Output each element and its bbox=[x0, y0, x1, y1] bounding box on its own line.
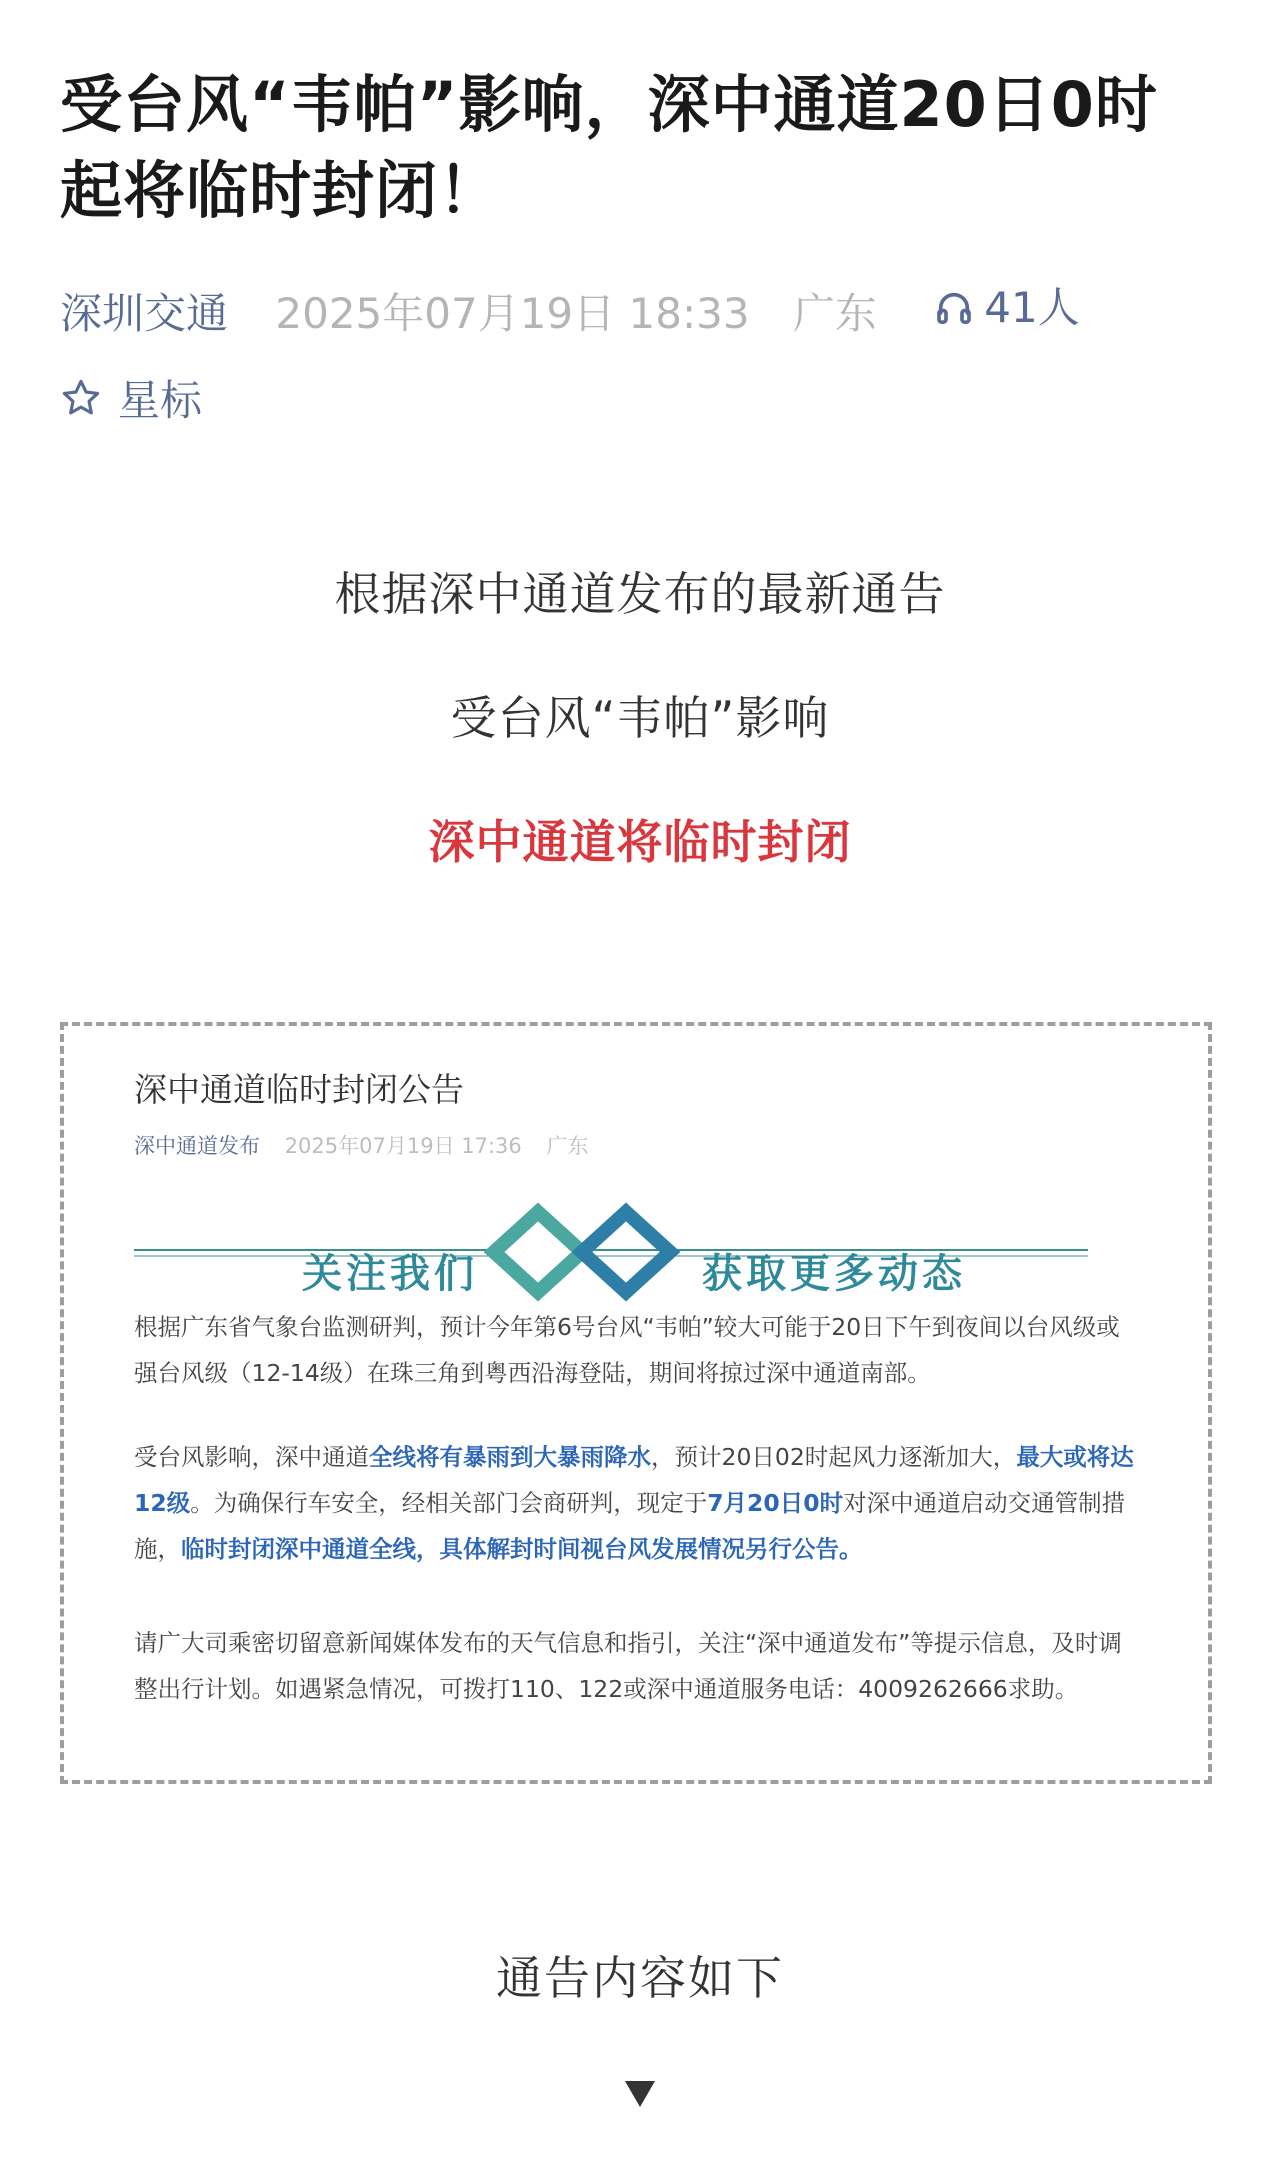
down-arrow-icon bbox=[622, 2075, 658, 2111]
p2-text-g: 对深中通道启动交通管制措施， bbox=[134, 1489, 1126, 1563]
p2-highlight-rain: 全线将有暴雨到大暴雨降水 bbox=[369, 1443, 651, 1471]
publish-region: 广东 bbox=[792, 289, 877, 338]
listen-button[interactable] bbox=[934, 278, 1079, 338]
star-label: 星标 bbox=[118, 376, 203, 425]
p2-text-e: 。为确保行车安全，经相关部门会商研判，现定于 bbox=[190, 1489, 708, 1517]
author-link[interactable]: 深圳交通 bbox=[60, 289, 229, 338]
star-icon bbox=[60, 377, 102, 419]
infinity-logo-icon bbox=[494, 1212, 670, 1292]
notice-meta bbox=[134, 1130, 588, 1160]
intro-line-2: 受台风“韦帕”影响 bbox=[450, 691, 830, 745]
p2-highlight-closure: 临时封闭深中通道全线，具体解封时间视台风发展情况另行公告。 bbox=[181, 1535, 863, 1563]
intro-line-3: 深中通道将临时封闭 bbox=[428, 815, 852, 869]
p2-highlight-wind: 最大或将达12级 bbox=[134, 1443, 1134, 1517]
follow-banner bbox=[134, 1200, 1088, 1310]
headphones-icon bbox=[934, 288, 974, 328]
notice-title: 深中通道临时封闭公告 bbox=[134, 1070, 464, 1109]
intro-line-1: 根据深中通道发布的最新通告 bbox=[334, 567, 946, 621]
notice-paragraph-3: 请广大司乘密切留意新闻媒体发布的天气信息和指引，关注“深中通道发布”等提示信息，及时调整出行计划。如遇紧急情况，可拨打110、122或深中通道服务电话：4009262666求助。 bbox=[134, 1629, 1122, 1703]
p2-highlight-time: 7月20日0时 bbox=[707, 1489, 844, 1517]
star-button[interactable] bbox=[60, 366, 202, 430]
article-meta bbox=[60, 278, 1220, 338]
notice-date: 2025年07月19日 17:36 bbox=[284, 1134, 522, 1158]
notice-paragraph-2 bbox=[134, 1434, 1134, 1572]
publish-date: 2025年07月19日 18:33 bbox=[275, 289, 750, 338]
notice-source: 深中通道发布 bbox=[134, 1134, 260, 1158]
article-title: 受台风“韦帕”影响，深中通道20日0时起将临时封闭！ bbox=[60, 68, 1158, 227]
listen-count: 41人 bbox=[984, 283, 1080, 332]
p2-text-c: ，预计20日02时起风力逐渐加大， bbox=[651, 1443, 1017, 1471]
notice-paragraph-1: 根据广东省气象台监测研判，预计今年第6号台风“韦帕”较大可能于20日下午到夜间以台风级或强台风级（12-14级）在珠三角到粤西沿海登陆，期间将掠过深中通道南部。 bbox=[134, 1313, 1120, 1387]
banner-right-text: 获取更多动态 bbox=[702, 1250, 966, 1297]
p2-text-a: 受台风影响，深中通道 bbox=[134, 1443, 369, 1471]
banner-left-text: 关注我们 bbox=[302, 1250, 478, 1297]
notice-region: 广东 bbox=[546, 1134, 589, 1158]
footer-text: 通告内容如下 bbox=[496, 1951, 784, 2005]
